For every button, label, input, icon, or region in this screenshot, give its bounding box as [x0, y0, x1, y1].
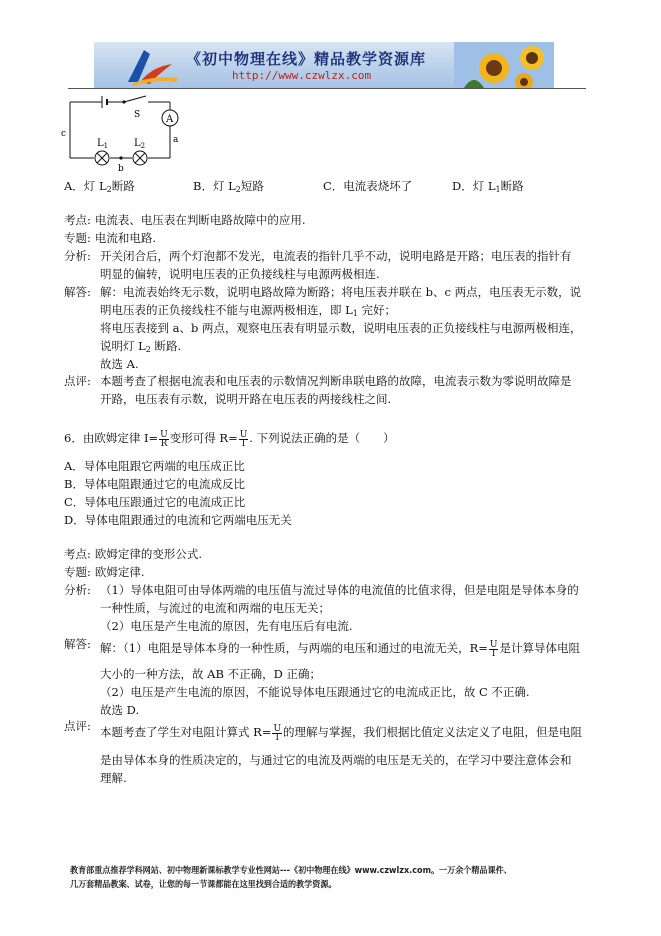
q6-jieda-line1: 解：（1）电阻是导体本身的一种性质，与两端的电压和通过的电流无关，R= $\frac{U}{I}$ 是计算导体电阻 — [100, 639, 580, 659]
q5-jieda-line5: 故选 A. — [100, 357, 139, 371]
lamp-l1-label: L — [97, 138, 104, 149]
q6-jieda-line3: （2）电压是产生电流的原因，不能说导体电压跟通过它的电流成正比，故 C 不正确. — [100, 685, 530, 699]
q6-dianping-line1: 本题考查了学生对电阻计算式 R= $\frac{U}{I}$ 的理解与掌握，我们根据比值定义法定义了电阻，但是电阻 — [100, 723, 583, 743]
fraction-u-over-i: $\frac{U}{I}$ — [239, 429, 248, 449]
q6-option-a: A．导体电阻跟它两端的电压成正比 — [64, 459, 245, 473]
svg-text:L2: $L_2$ — [134, 138, 146, 150]
q5-jieda-label: 解答: — [64, 285, 91, 299]
q5-option-c: C．电流表烧坏了 — [323, 179, 413, 193]
fraction-u-over-r: $\frac{U}{R}$ — [160, 429, 168, 449]
ammeter-label: A — [166, 114, 174, 125]
q6-dianping-label: 点评: — [64, 719, 91, 733]
q6-dianping-line3: 理解. — [100, 771, 127, 785]
q5-option-d: D．灯 $L_1$断路 — [452, 179, 524, 194]
lamp-l2-label: L — [134, 138, 141, 149]
q6-option-c: C．导体电压跟通过它的电流成正比 — [64, 495, 246, 509]
q5-fenxi-line2: 明显的偏转，说明电压表的正负接线柱与电源两极相连. — [100, 267, 380, 281]
header-banner — [94, 42, 554, 88]
svg-text:L1: $L_1$ — [97, 138, 109, 150]
q6-fenxi-label: 分析: — [64, 583, 91, 597]
q5-jieda-line2: 明电压表的正负接线柱不能与电源两极相连，即 $L_1$ 完好； — [100, 303, 397, 318]
footer-line-2: 几万套精品教案、试卷，让您的每一节课都能在这里找到合适的教学资源。 — [70, 880, 337, 890]
q6-jieda-line4: 故选 D. — [100, 703, 140, 717]
q5-jieda-line4: 说明灯 $L_2$ 断路. — [100, 339, 182, 354]
header-divider — [68, 88, 586, 89]
q6-fenxi-line3: （2）电压是产生电流的原因，先有电压后有电流. — [100, 619, 353, 633]
site-logo — [114, 42, 184, 88]
point-a-label: a — [173, 135, 179, 145]
fraction-u-over-i: $\frac{U}{I}$ — [489, 639, 498, 659]
q6-zhuanti: 专题: 欧姆定律. — [64, 565, 145, 579]
switch-label: S — [134, 110, 141, 120]
q6-option-b: B．导体电阻跟通过它的电流成反比 — [64, 477, 245, 491]
q6-jieda-label: 解答: — [64, 637, 91, 651]
q6-fenxi-line1: （1）导体电阻可由导体两端的电压值与流过导体的电流值的比值求得，但是电阻是导体本身的 — [100, 583, 579, 597]
q6-dianping-line2: 是由导体本身的性质决定的，与通过它的电流及两端的电压是无关的，在学习中要注意体会和 — [100, 753, 572, 767]
point-c-label: c — [61, 129, 67, 139]
q5-jieda-line1: 解：电流表始终无示数，说明电路故障为断路；将电压表并联在 b、c 两点，电压表无示数，说 — [100, 285, 582, 299]
q5-jieda-line3: 将电压表接到 a、b 两点，观察电压表有明显示数，说明电压表的正负接线柱与电源两极相连， — [100, 321, 582, 335]
q6-stem: 6．由欧姆定律 I= $\frac{U}{R}$ 变形可得 R= $\frac{U}{I}$ . 下列说法正确的是（ ） — [64, 429, 395, 449]
q5-fenxi-label: 分析: — [64, 249, 91, 263]
q6-fenxi-line2: 一种性质，与流过的电流和两端的电压无关； — [100, 601, 330, 615]
footer-line-1: 教育部重点推荐学科网站、初中物理新课标教学专业性网站---《初中物理在线》www.czwlzx.com。一万余个精品课件、 — [70, 866, 512, 876]
q5-dianping-line1: 本题考查了根据电流表和电压表的示数情况判断串联电路的故障，电流表示数为零说明故障是 — [100, 374, 572, 388]
q5-dianping-line2: 开路，电压表有示数，说明开路在电压表的两接线柱之间. — [100, 392, 392, 406]
q5-kaodian: 考点: 电流表、电压表在判断电路故障中的应用. — [64, 213, 306, 227]
q6-jieda-line2: 大小的一种方法，故 AB 不正确，D 正确； — [100, 667, 321, 681]
q6-kaodian: 考点: 欧姆定律的变形公式. — [64, 547, 203, 561]
q5-option-b: B．灯 $L_2$短路 — [193, 179, 264, 194]
q5-option-a: A．灯 $L_2$断路 — [64, 179, 135, 194]
q5-dianping-label: 点评: — [64, 374, 91, 388]
q6-option-d: D．导体电阻跟通过的电流和它两端电压无关 — [64, 513, 292, 527]
banner-url: http://www.czwlzx.com — [232, 69, 372, 82]
q5-fenxi-line1: 开关闭合后，两个灯泡都不发光，电流表的指针几乎不动，说明电路是开路；电压表的指针有 — [100, 249, 572, 263]
circuit-diagram — [58, 92, 198, 172]
banner-title: 《初中物理在线》精品教学资源库 — [186, 50, 427, 68]
sunflower-image — [454, 42, 554, 88]
fraction-u-over-i: $\frac{U}{I}$ — [273, 723, 282, 743]
q5-zhuanti: 专题: 电流和电路. — [64, 231, 157, 245]
point-b-label: b — [118, 164, 124, 174]
